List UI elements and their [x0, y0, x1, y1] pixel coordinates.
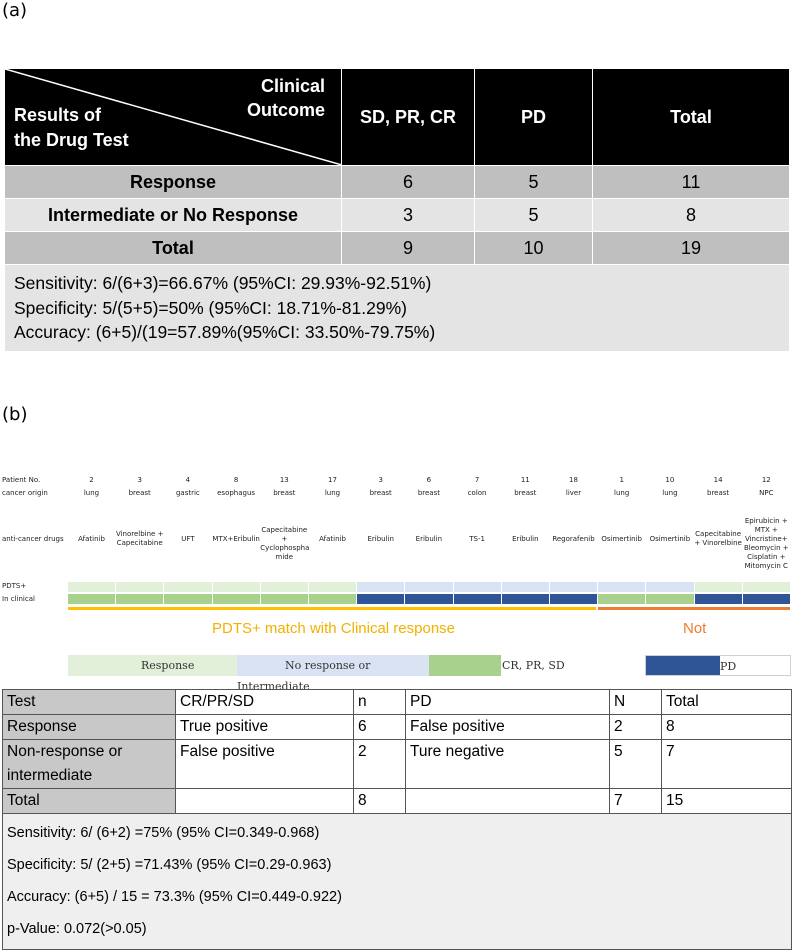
table-cell: 5 — [610, 740, 662, 789]
pdts-result-cell — [405, 582, 453, 592]
clinical-result-cell — [454, 594, 502, 604]
pdts-result-cell — [598, 582, 646, 592]
sensitivity-text: Sensitivity: 6/ (6+2) =75% (95% CI=0.349-0.968) — [7, 825, 320, 841]
clinical-result-cell — [213, 594, 261, 604]
sensitivity-text: Sensitivity: 6/(6+3)=66.67% (95%CI: 29.93%-92.51%) — [14, 273, 432, 293]
anti-cancer-drug: Vinorelbine + Capecitabine — [115, 530, 164, 547]
pdts-contingency-table — [2, 689, 792, 950]
cancer-origin: breast — [417, 489, 440, 497]
table-cell: False positive — [406, 715, 610, 740]
anti-cancer-drug: UFT — [181, 534, 195, 543]
row-label: Total — [5, 232, 342, 265]
anti-cancer-drug: Regorafenib — [552, 534, 595, 543]
column-header: N — [610, 690, 662, 715]
table-cell: 9 — [342, 232, 475, 265]
match-label: PDTS+ match with Clinical response — [212, 620, 456, 637]
anti-cancer-drug: Eribulin — [367, 534, 394, 543]
table-header-row — [3, 690, 792, 715]
clinical-result-cell — [68, 594, 116, 604]
clinical-result-cell — [116, 594, 164, 604]
table-cell: Ture negative — [406, 740, 610, 789]
row-label: Total — [3, 789, 176, 814]
anti-cancer-drug: Osimertinib — [601, 534, 642, 543]
clinical-result-cell — [357, 594, 405, 604]
anti-cancer-drug: Afatinib — [78, 534, 105, 543]
cancer-origin: breast — [514, 489, 537, 497]
cancer-origin: lung — [614, 489, 630, 497]
statistics-row — [3, 814, 792, 950]
patient-number: 3 — [378, 476, 383, 484]
specificity-text: Specificity: 5/ (2+5) =71.43% (95% CI=0.29-0.963) — [7, 857, 332, 873]
pdts-label: PDTS+ — [2, 582, 27, 590]
anti-cancer-drug: Capecitabine + Cyclophospha mide — [260, 525, 310, 561]
cancer-origin: colon — [467, 489, 487, 497]
clinical-result-cell — [646, 594, 694, 604]
cancer-origin: breast — [273, 489, 296, 497]
clinical-result-cell — [695, 594, 743, 604]
table-cell: 8 — [593, 199, 790, 232]
patient-number: 2 — [89, 476, 94, 484]
cancer-origin: lung — [662, 489, 678, 497]
diagonal-header-cell — [5, 69, 342, 166]
in-clinical-label: In clinical — [2, 595, 35, 603]
anti-cancer-drug: Afatinib — [319, 534, 346, 543]
patient-number: 13 — [279, 476, 289, 484]
panel-a-label: (a) — [2, 0, 28, 21]
table-cell: 2 — [354, 740, 406, 789]
pdts-result-cell — [261, 582, 309, 592]
pdts-result-cell — [646, 582, 694, 592]
anti-cancer-drug: TS-1 — [469, 534, 485, 543]
pdts-result-cell — [68, 582, 116, 592]
cancer-origin: liver — [565, 489, 582, 497]
legend-cr-pr-sd: CR, PR, SD — [429, 655, 644, 676]
cancer-origin-label: cancer origin — [2, 489, 48, 497]
table-row — [5, 199, 790, 232]
pdts-result-cell — [550, 582, 598, 592]
table-cell: 11 — [593, 166, 790, 199]
table-cell: 15 — [662, 789, 792, 814]
pdts-result-cell — [743, 582, 791, 592]
table-cell: 8 — [354, 789, 406, 814]
anti-cancer-drug: Capecitabine + Vinorelbine — [694, 530, 742, 547]
clinical-result-cell — [164, 594, 212, 604]
table-cell: 7 — [610, 789, 662, 814]
clinical-outcome-label: Clinical Outcome — [246, 76, 325, 120]
cancer-origin: lung — [324, 489, 341, 497]
match-bar — [68, 607, 596, 610]
patient-number: 12 — [761, 476, 771, 484]
column-header: Total — [662, 690, 792, 715]
cancer-origin: esophagus — [217, 489, 256, 497]
column-header: Total — [593, 69, 790, 166]
p-value-text: p-Value: 0.072(>0.05) — [7, 921, 147, 937]
statistics-cell — [3, 814, 792, 950]
statistics-row — [5, 265, 790, 352]
clinical-result-cell — [309, 594, 357, 604]
clinical-result-cell — [405, 594, 453, 604]
table-cell: 2 — [610, 715, 662, 740]
cancer-origin: lung — [83, 489, 100, 497]
table-row — [3, 740, 792, 789]
table-cell — [176, 789, 354, 814]
table-cell: 3 — [342, 199, 475, 232]
table-cell: 19 — [593, 232, 790, 265]
legend-no-response: No response or Intermediate — [237, 655, 429, 676]
table-cell: 10 — [475, 232, 593, 265]
pdts-result-cell — [309, 582, 357, 592]
legend-pd: PD — [645, 655, 791, 676]
cancer-origin: NPC — [759, 489, 774, 497]
patient-number: 1 — [619, 476, 624, 484]
cancer-origin: breast — [128, 489, 151, 497]
anti-cancer-drug: Epirubicin + MTX + Vincristine+ Bleomycin + Cisplatin + Mitomycin C — [743, 516, 789, 570]
anti-cancer-drug: MTX+Eribulin — [212, 534, 260, 543]
table-row — [5, 232, 790, 265]
anti-cancer-drug: Eribulin — [512, 534, 539, 543]
row-label: Non-response or intermediate — [3, 740, 176, 789]
clinical-result-cell — [743, 594, 791, 604]
table-row — [3, 715, 792, 740]
patient-number: 14 — [713, 476, 723, 484]
not-match-bar — [598, 607, 790, 610]
pdts-result-cell — [164, 582, 212, 592]
table-cell: 7 — [662, 740, 792, 789]
pdts-result-cell — [454, 582, 502, 592]
table-cell: True positive — [176, 715, 354, 740]
statistics-cell — [5, 265, 790, 352]
pdts-result-cell — [357, 582, 405, 592]
pdts-result-cell — [116, 582, 164, 592]
drug-test-results-label: Results of the Drug Test — [14, 105, 129, 150]
pdts-result-cell — [695, 582, 743, 592]
cancer-origin: breast — [707, 489, 730, 497]
cancer-origin: breast — [369, 489, 392, 497]
patient-number: 3 — [137, 476, 142, 484]
patient-number: 10 — [665, 476, 675, 484]
accuracy-text: Accuracy: (6+5) / 15 = 73.3% (95% CI=0.449-0.922) — [7, 889, 342, 905]
patient-number: 7 — [474, 476, 480, 484]
anti-cancer-drugs-label: anti-cancer drugs — [2, 535, 64, 543]
patient-number: 4 — [185, 476, 191, 484]
row-label: Intermediate or No Response — [5, 199, 342, 232]
column-header: Test — [3, 690, 176, 715]
clinical-result-cell — [261, 594, 309, 604]
panel-b-label: (b) — [2, 404, 28, 425]
table-cell: 5 — [475, 199, 593, 232]
row-label: Response — [5, 166, 342, 199]
not-match-label: Not — [683, 620, 707, 637]
table-row — [5, 166, 790, 199]
accuracy-text: Accuracy: (6+5)/(19=57.89%(95%CI: 33.50%-79.75%) — [14, 322, 436, 342]
patient-number: 18 — [569, 476, 578, 484]
patient-number: 6 — [426, 476, 432, 484]
cancer-origin: gastric — [175, 489, 200, 497]
specificity-text: Specificity: 5/(5+5)=50% (95%CI: 18.71%-81.29%) — [14, 297, 407, 318]
column-header: CR/PR/SD — [176, 690, 354, 715]
legend-response: Response — [68, 655, 286, 676]
pdts-result-cell — [213, 582, 261, 592]
table-cell: 6 — [342, 166, 475, 199]
column-header: PD — [475, 69, 593, 166]
anti-cancer-drug: Osimertinib — [649, 534, 691, 543]
table-cell: False positive — [176, 740, 354, 789]
patient-number: 17 — [328, 476, 337, 484]
column-header: n — [354, 690, 406, 715]
table-cell: 6 — [354, 715, 406, 740]
patient-no-label: Patient No. — [2, 476, 41, 484]
drug-test-contingency-table — [4, 68, 790, 352]
clinical-result-cell — [598, 594, 646, 604]
table-cell: 5 — [475, 166, 593, 199]
table-row — [3, 789, 792, 814]
patient-number: 11 — [520, 476, 530, 484]
table-cell — [406, 789, 610, 814]
column-header: PD — [406, 690, 610, 715]
pdts-result-cell — [502, 582, 550, 592]
row-label: Response — [3, 715, 176, 740]
clinical-result-cell — [502, 594, 550, 604]
clinical-result-cell — [550, 594, 598, 604]
patient-number: 8 — [233, 476, 239, 484]
column-header: SD, PR, CR — [342, 69, 475, 166]
anti-cancer-drug: Eribulin — [415, 534, 443, 543]
table-header-row — [5, 69, 790, 166]
table-cell: 8 — [662, 715, 792, 740]
